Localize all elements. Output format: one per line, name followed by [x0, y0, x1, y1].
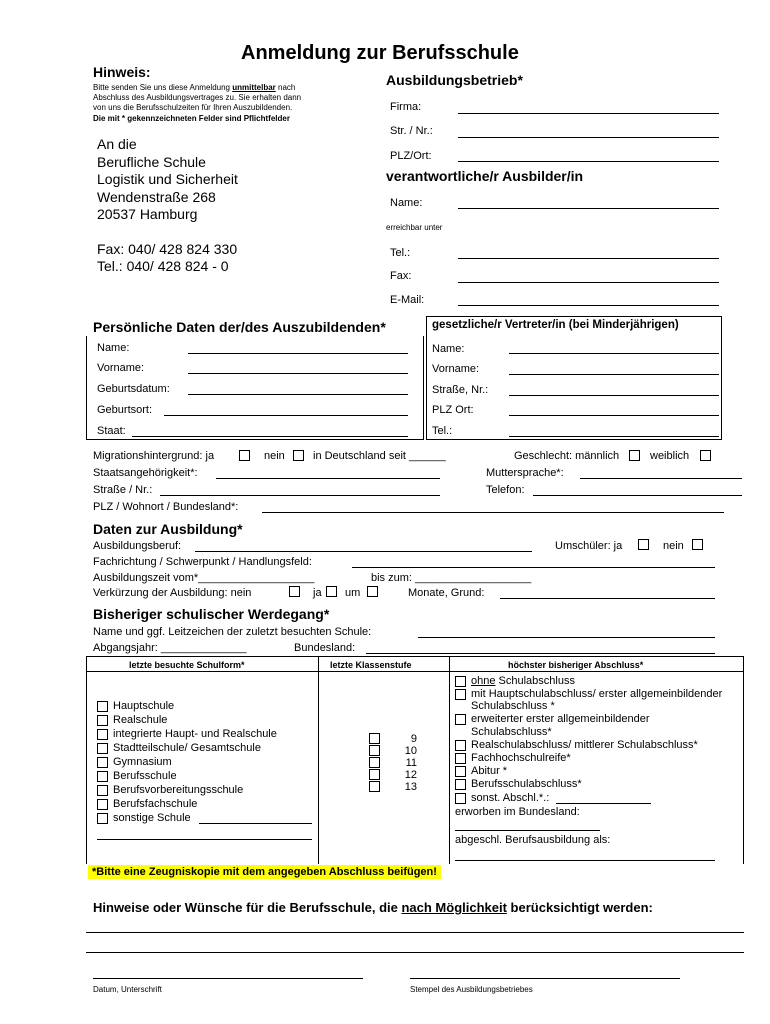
schulform-checkbox[interactable]	[97, 799, 108, 810]
umschueler-nein-label: nein	[663, 540, 684, 552]
erreichbar-label: erreichbar unter	[386, 223, 443, 232]
wuensche-field-1[interactable]	[86, 932, 744, 933]
klassenstufe-checkbox[interactable]	[369, 769, 380, 780]
vertreter-box	[426, 316, 722, 440]
muttersprache-field[interactable]	[580, 478, 742, 479]
betrieb-heading: Ausbildungsbetrieb*	[386, 72, 523, 88]
persoenlich-heading: Persönliche Daten der/des Auszubildenden*	[93, 319, 386, 335]
abschluss-haupt-label-2: Schulabschluss *	[471, 700, 555, 712]
abschluss-beruf-label: Berufsschulabschluss*	[471, 778, 582, 790]
bundesland-field[interactable]	[366, 653, 715, 654]
schulform-checkbox[interactable]	[97, 771, 108, 782]
abschluss-fach-label: Fachhochschulreife*	[471, 752, 571, 764]
ausbilder-fax-label: Fax:	[390, 270, 412, 282]
deutschland-seit: in Deutschland seit ______	[313, 450, 446, 462]
vert-plz-label: PLZ Ort:	[432, 404, 474, 416]
weiblich-checkbox[interactable]	[700, 450, 711, 461]
weiblich-label: weiblich	[650, 450, 690, 462]
umschueler-nein-checkbox[interactable]	[692, 539, 703, 550]
fachrichtung-label: Fachrichtung / Schwerpunkt / Handlungsfeld:	[93, 556, 312, 568]
pers-staat-label: Staat:	[97, 425, 126, 437]
vert-name-label: Name:	[432, 343, 465, 355]
betrieb-str-field[interactable]	[458, 137, 719, 138]
schulform-label: Berufsvorbereitungsschule	[113, 784, 244, 796]
pers-geburtsdatum-field[interactable]	[188, 394, 408, 395]
table-col-divider	[449, 656, 450, 864]
ausbilder-email-label: E-Mail:	[390, 294, 425, 306]
vert-strasse-field[interactable]	[509, 395, 719, 396]
maennlich-checkbox[interactable]	[629, 450, 640, 461]
vert-tel-field[interactable]	[509, 436, 719, 437]
betrieb-firma-field[interactable]	[458, 113, 719, 114]
table-col-divider	[318, 656, 319, 864]
address-line: Wendenstraße 268	[97, 188, 216, 205]
pers-vorname-field[interactable]	[188, 373, 408, 374]
beruf-field[interactable]	[195, 551, 532, 552]
abschluss-erweitert-label-2: Schulabschluss*	[471, 726, 552, 738]
schulform-label: Gymnasium	[113, 756, 172, 768]
sonstige-schule-field[interactable]	[199, 823, 312, 824]
abschluss-sonst-label: sonst. Abschl.*.:	[471, 792, 550, 804]
monate-label: Monate, Grund:	[408, 587, 485, 599]
schulform-label: Realschule	[113, 714, 168, 726]
letzte-schule-field[interactable]	[418, 637, 715, 638]
abschluss-ohne-checkbox[interactable]	[455, 676, 466, 687]
ausbilder-tel-field[interactable]	[458, 258, 719, 259]
col-abschluss-header: höchster bisheriger Abschluss*	[508, 660, 644, 670]
address-line: Logistik und Sicherheit	[97, 171, 238, 187]
strasse-label: Straße / Nr.:	[93, 484, 153, 496]
umschueler-label: Umschüler: ja	[555, 540, 623, 552]
pers-geburtsdatum-label: Geburtsdatum:	[97, 383, 170, 395]
ausbilder-email-field[interactable]	[458, 305, 719, 306]
muttersprache-label: Muttersprache*:	[486, 467, 564, 479]
school-tel: Tel.: 040/ 428 824 - 0	[97, 258, 229, 274]
stempel-label: Stempel des Ausbildungsbetriebes	[410, 985, 533, 994]
letzte-schule-label: Name und ggf. Leitzeichen der zuletzt besuchten Schule:	[93, 626, 372, 638]
staatsang-field[interactable]	[216, 478, 440, 479]
telefon-label: Telefon:	[486, 484, 525, 496]
schulform-label: integrierte Haupt- und Realschule	[113, 728, 277, 740]
schulform-label: sonstige Schule	[113, 812, 191, 824]
signature-field[interactable]	[93, 978, 363, 979]
abschluss-ohne-label: ohne Schulabschluss	[471, 675, 575, 687]
schulform-checkbox[interactable]	[97, 729, 108, 740]
klassenstufe-label: 11	[405, 757, 417, 769]
bis-label: bis zum: ___________________	[371, 572, 532, 584]
datum-unterschrift-label: Datum, Unterschrift	[93, 985, 162, 994]
telefon-field[interactable]	[533, 495, 742, 496]
plz-wohnort-label: PLZ / Wohnort / Bundesland*:	[93, 501, 239, 513]
schulform-checkbox[interactable]	[97, 813, 108, 824]
schulform-checkbox[interactable]	[97, 701, 108, 712]
klassenstufe-label: 9	[410, 733, 417, 745]
erworben-label: erworben im Bundesland:	[455, 806, 580, 818]
wuensche-field-2[interactable]	[86, 952, 744, 953]
address-line: An die	[97, 136, 137, 152]
beruf-label: Ausbildungsberuf:	[93, 540, 182, 552]
zeugnis-hinweis: *Bitte eine Zeugniskopie mit dem angegeben Abschluss beifügen!	[88, 865, 441, 879]
pers-name-label: Name:	[97, 342, 130, 354]
betrieb-plz-field[interactable]	[458, 161, 719, 162]
wuensche-heading: Hinweise oder Wünsche für die Berufsschule, die nach Möglichkeit berücksichtigt werden:	[93, 900, 653, 915]
abgeschl-field[interactable]	[455, 860, 715, 861]
ausbildung-heading: Daten zur Ausbildung*	[93, 521, 243, 537]
strasse-field[interactable]	[160, 495, 440, 496]
vert-name-field[interactable]	[509, 353, 719, 354]
ausbilder-name-label: Name:	[390, 197, 423, 209]
verkuerzung-um-checkbox[interactable]	[367, 586, 378, 597]
page-title: Anmeldung zur Berufsschule	[241, 42, 519, 64]
migration-nein-label: nein	[264, 450, 285, 462]
migration-nein-checkbox[interactable]	[293, 450, 304, 461]
abgeschl-label: abgeschl. Berufsausbildung als:	[455, 834, 611, 846]
schulform-checkbox[interactable]	[97, 715, 108, 726]
abschluss-abitur-checkbox[interactable]	[455, 766, 466, 777]
abschluss-abitur-label: Abitur *	[471, 765, 508, 777]
betrieb-str-label: Str. / Nr.:	[390, 125, 433, 137]
pers-geburtsort-label: Geburtsort:	[97, 404, 153, 416]
vert-plz-field[interactable]	[509, 415, 719, 416]
pers-staat-field[interactable]	[132, 436, 408, 437]
abschluss-real-label: Realschulabschluss/ mittlerer Schulabschluss*	[471, 739, 698, 751]
verkuerzung-ja-checkbox[interactable]	[326, 586, 337, 597]
pers-vorname-label: Vorname:	[97, 362, 145, 374]
abschluss-real-checkbox[interactable]	[455, 740, 466, 751]
ausbilder-heading: verantwortliche/r Ausbilder/in	[386, 168, 584, 184]
abschluss-haupt-label: mit Hauptschulabschluss/ erster allgemeinbildender	[471, 688, 723, 700]
hinweis-line1: Bitte senden Sie uns diese Anmeldung unmittelbar nach	[93, 83, 296, 92]
schulform-checkbox[interactable]	[97, 785, 108, 796]
klassenstufe-checkbox[interactable]	[369, 733, 380, 744]
abschluss-sonst-checkbox[interactable]	[455, 793, 466, 804]
schulform-checkbox[interactable]	[97, 757, 108, 768]
abgangsjahr-label: Abgangsjahr: ______________	[93, 642, 247, 654]
hinweis-line2: Abschluss des Ausbildungsvertrages zu. Sie erhalten dann	[93, 93, 302, 102]
betrieb-plz-label: PLZ/Ort:	[390, 150, 432, 162]
table-header-divider	[86, 671, 744, 672]
address-line: 20537 Hamburg	[97, 206, 198, 222]
schulform-label: Hauptschule	[113, 700, 175, 712]
stempel-field[interactable]	[410, 978, 680, 979]
abschluss-sonst-field[interactable]	[556, 803, 651, 804]
hinweis-line3: von uns die Berufsschulzeiten für Ihren Auszubildenden.	[93, 103, 293, 112]
schulform-label: Berufsfachschule	[113, 798, 198, 810]
abschluss-beruf-checkbox[interactable]	[455, 779, 466, 790]
vert-tel-label: Tel.:	[432, 425, 453, 437]
col-schulform-header: letzte besuchte Schulform*	[129, 660, 245, 670]
abschluss-haupt-checkbox[interactable]	[455, 689, 466, 700]
sonstige-schule-field-2[interactable]	[97, 839, 312, 840]
ausbilder-tel-label: Tel.:	[390, 247, 411, 259]
verkuerzung-label: Verkürzung der Ausbildung: nein	[93, 587, 252, 599]
geschlecht-label: Geschlecht: männlich	[514, 450, 620, 462]
ausbilder-fax-field[interactable]	[458, 282, 719, 283]
address-line: Berufliche Schule	[97, 153, 206, 170]
bundesland-label: Bundesland:	[294, 642, 356, 654]
abschluss-fach-checkbox[interactable]	[455, 753, 466, 764]
pers-geburtsort-field[interactable]	[164, 415, 408, 416]
pers-name-field[interactable]	[188, 353, 408, 354]
migration-ja-checkbox[interactable]	[239, 450, 250, 461]
vert-vorname-label: Vorname:	[432, 363, 480, 375]
migration-label: Migrationshintergrund: ja	[93, 450, 215, 462]
klassenstufe-label: 13	[404, 781, 417, 793]
abschluss-erweitert-label: erweiterter erster allgemeinbildender	[471, 713, 650, 725]
klassenstufe-checkbox[interactable]	[369, 757, 380, 768]
betrieb-firma-label: Firma:	[390, 101, 422, 113]
schulform-label: Berufsschule	[113, 770, 177, 782]
grund-field[interactable]	[500, 598, 715, 599]
umschueler-ja-checkbox[interactable]	[638, 539, 649, 550]
vert-strasse-label: Straße, Nr.:	[432, 384, 489, 396]
school-address	[97, 136, 238, 224]
klassenstufe-checkbox[interactable]	[369, 745, 380, 756]
hinweis-heading: Hinweis:	[93, 64, 151, 80]
schulform-checkbox[interactable]	[97, 743, 108, 754]
staatsang-label: Staatsangehörigkeit*:	[93, 467, 198, 479]
verkuerzung-ja-label: ja	[313, 587, 322, 599]
vert-vorname-field[interactable]	[509, 374, 719, 375]
vertreter-heading: gesetzliche/r Vertreter/in (bei Minderjährigen)	[432, 319, 679, 331]
werdegang-heading: Bisheriger schulischer Werdegang*	[93, 606, 330, 622]
zeit-label: Ausbildungszeit vom*___________________	[93, 572, 315, 584]
plz-wohnort-field[interactable]	[262, 512, 724, 513]
um-label: um	[345, 587, 361, 599]
klassenstufe-checkbox[interactable]	[369, 781, 380, 792]
hinweis-line4: Die mit * gekennzeichneten Felder sind Pflichtfelder	[93, 114, 290, 123]
col-klassenstufe-header: letzte Klassenstufe	[330, 660, 412, 670]
klassenstufe-label: 10	[404, 745, 417, 757]
verkuerzung-nein-checkbox[interactable]	[289, 586, 300, 597]
erworben-field[interactable]	[455, 830, 600, 831]
school-fax: Fax: 040/ 428 824 330	[97, 241, 238, 257]
schulform-label: Stadtteilschule/ Gesamtschule	[113, 742, 261, 754]
fachrichtung-field[interactable]	[352, 567, 715, 568]
abschluss-erweitert-checkbox[interactable]	[455, 714, 466, 725]
ausbilder-name-field[interactable]	[458, 208, 719, 209]
klassenstufe-label: 12	[404, 769, 417, 781]
